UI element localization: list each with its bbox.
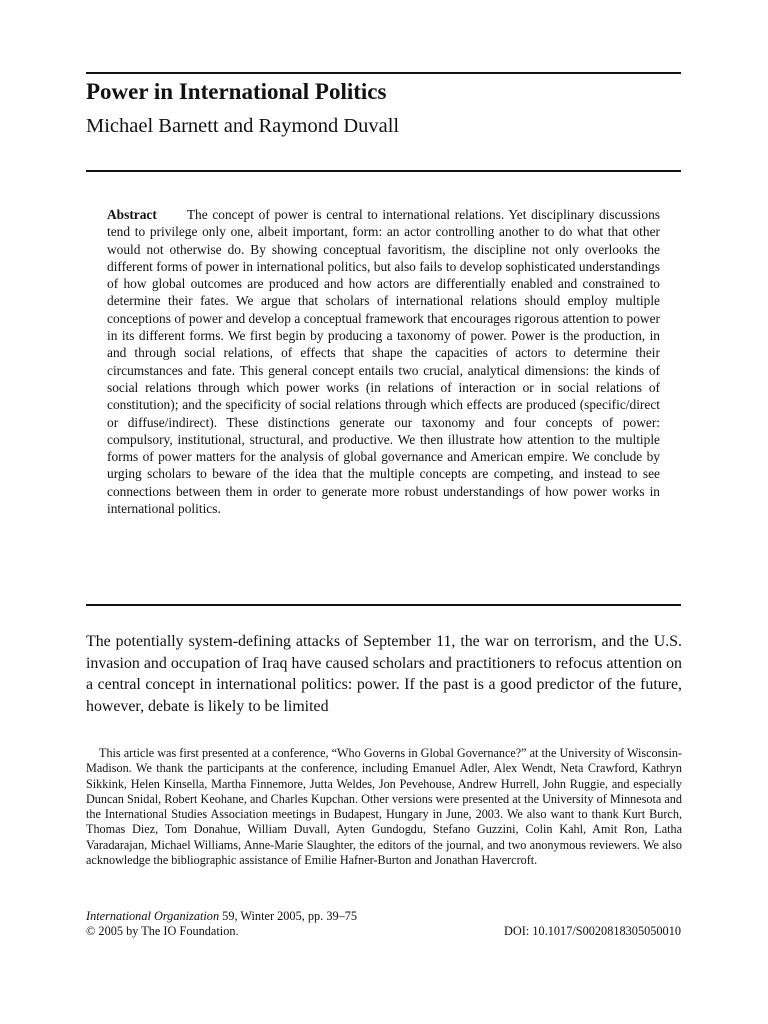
journal-citation bbox=[86, 909, 357, 924]
header-bottom-rule bbox=[86, 170, 681, 172]
copyright-notice: © 2005 by The IO Foundation. bbox=[86, 924, 239, 938]
journal-issue: 59, Winter 2005, pp. 39–75 bbox=[219, 909, 358, 923]
abstract-bottom-rule bbox=[86, 604, 681, 606]
abstract-text: The concept of power is central to international relations. Yet disciplinary discussions tend to privilege only one, albeit important, form: an actor controlling another to do what that other would not otherwise do. By showing conceptual favoritism, the discipline not only overlooks the different forms of power in international politics, but also fails to develop sophisticated understandings of how global outcomes are produced and how actors are differentially enabled and constrained to determine their fates. We argue that scholars of international relations should employ multiple conceptions of power and develop a conceptual framework that encourages rigorous attention to power in its different forms. We first begin by producing a taxonomy of power. Power is the production, in and through social relations, of effects that shape the capacities of actors to determine their circumstances and fate. This general concept entails two crucial, analytical dimensions: the kinds of social relations through which power works (in relations of interaction or in social relations of constitution); and the specificity of social relations through which effects are produced (specific/direct or diffuse/indirect). These distinctions generate our taxonomy and four concepts of power: compulsory, institutional, structural, and productive. We then illustrate how attention to the multiple forms of power matters for the analysis of global governance and American empire. We conclude by urging scholars to beware of the idea that the multiple concepts are competing, and instead to see connections between them in order to generate more robust understandings of how power works in international politics. bbox=[107, 207, 660, 517]
article-authors: Michael Barnett and Raymond Duvall bbox=[86, 115, 400, 137]
article-title: Power in International Politics bbox=[86, 79, 387, 104]
acknowledgment-footnote: This article was first presented at a conference, “Who Governs in Global Governance?” at the University of Wisconsin-Madison. We thank the participants at the conference, including Emanuel Adler, Alex Wendt, Neta Crawford, Kathryn Sikkink, Helen Kinsella, Martha Finnemore, Jutta Weldes, Jon Pevehouse, Andrew Hurrell, John Ruggie, and especially Duncan Snidal, Robert Keohane, and Charles Kupchan. Other versions were presented at the University of Minnesota and the International Studies Association meetings in Budapest, Hungary in June, 2003. We also want to thank Kurt Burch, Thomas Diez, Tom Donahue, William Duvall, Ayten Gundogdu, Stefano Guzzini, Colin Kahl, Amit Ron, Latha Varadarajan, Michael Williams, Anne-Marie Slaughter, the editors of the journal, and two anonymous reviewers. We also acknowledge the bibliographic assistance of Emilie Hafner-Burton and Jonathan Havercroft. bbox=[86, 746, 682, 868]
body-paragraph: The potentially system-defining attacks of September 11, the war on terrorism, and the U.S. invasion and occupation of Iraq have caused scholars and practitioners to refocus attention on a central concept in international politics: power. If the past is a good predictor of the future, however, debate is likely to be limited bbox=[86, 633, 682, 715]
abstract-block bbox=[107, 206, 660, 517]
journal-name: International Organization bbox=[86, 909, 220, 923]
top-rule bbox=[86, 72, 681, 74]
doi-link[interactable]: DOI: 10.1017/S0020818305050010 bbox=[504, 924, 681, 938]
abstract-label: Abstract bbox=[107, 207, 157, 222]
